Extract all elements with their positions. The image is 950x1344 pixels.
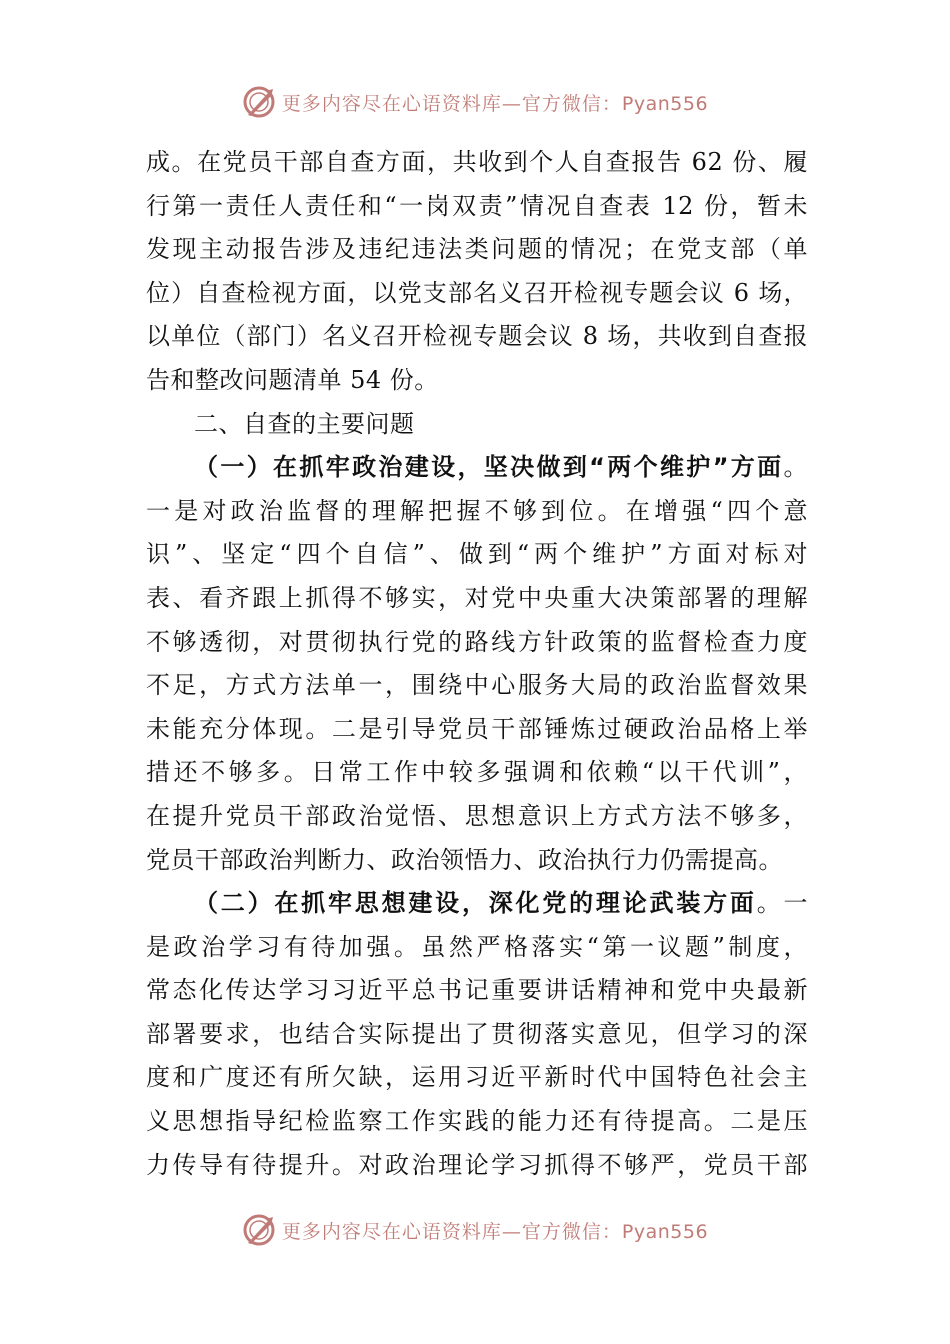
paragraph-line: 不足，方式方法单一，围绕中心服务大局的政治监督效果: [146, 671, 808, 700]
paragraph-line: 以单位（部门）名义召开检视专题会议 8 场，共收到自查报: [146, 322, 808, 351]
watermark-banner-bottom: [0, 1210, 950, 1250]
watermark-text: 更多内容尽在心语资料库—官方微信：Pyan556: [281, 92, 709, 115]
quill-seal-icon: [242, 1213, 276, 1247]
paragraph-line: 位）自查检视方面，以党支部名义召开检视专题会议 6 场，: [146, 278, 808, 307]
paragraph-line: 度和广度还有所欠缺，运用习近平新时代中国特色社会主: [146, 1063, 808, 1092]
paragraph-line: 表、看齐跟上抓得不够实，对党中央重大决策部署的理解: [146, 583, 808, 612]
watermark-banner-top: [0, 82, 950, 122]
paragraph-line: 识”、坚定“四个自信”、做到“两个维护”方面对标对: [146, 540, 808, 569]
subsection-heading-1: （一）在抓牢政治建设，坚决做到“两个维护”方面。: [194, 453, 808, 482]
paragraph-line: 力传导有待提升。对政治理论学习抓得不够严，党员干部: [146, 1150, 808, 1179]
paragraph-line: 未能充分体现。二是引导党员干部锤炼过硬政治品格上举: [146, 714, 808, 743]
section-heading: 二、自查的主要问题: [194, 409, 415, 438]
paragraph-line: 党员干部政治判断力、政治领悟力、政治执行力仍需提高。: [146, 845, 783, 874]
paragraph-line: 告和整改问题清单 54 份。: [146, 365, 439, 394]
paragraph-line: 在提升党员干部政治觉悟、思想意识上方式方法不够多，: [146, 801, 808, 830]
paragraph-line: 发现主动报告涉及违纪违法类问题的情况；在党支部（单: [146, 235, 808, 264]
paragraph-line: 是政治学习有待加强。虽然严格落实“第一议题”制度，: [146, 932, 808, 961]
paragraph-line: 义思想指导纪检监察工作实践的能力还有待提高。二是压: [146, 1107, 808, 1136]
paragraph-line: 一是对政治监督的理解把握不够到位。在增强“四个意: [146, 496, 808, 525]
subsection-heading-2: （二）在抓牢思想建设，深化党的理论武装方面。一: [194, 889, 808, 918]
paragraph-line: 措还不够多。日常工作中较多强调和依赖“以干代训”，: [146, 758, 808, 787]
document-body: [146, 141, 808, 1187]
quill-seal-icon: [242, 85, 276, 119]
paragraph-line: 不够透彻，对贯彻执行党的路线方针政策的监督检查力度: [146, 627, 808, 656]
paragraph-line: 行第一责任人责任和“一岗双责”情况自查表 12 份，暂未: [146, 191, 808, 220]
paragraph-line: 常态化传达学习习近平总书记重要讲话精神和党中央最新: [146, 976, 808, 1005]
paragraph-line: 成。在党员干部自查方面，共收到个人自查报告 62 份、履: [146, 148, 808, 176]
watermark-text: 更多内容尽在心语资料库—官方微信：Pyan556: [281, 1220, 709, 1243]
paragraph-line: 部署要求，也结合实际提出了贯彻落实意见，但学习的深: [146, 1019, 808, 1048]
